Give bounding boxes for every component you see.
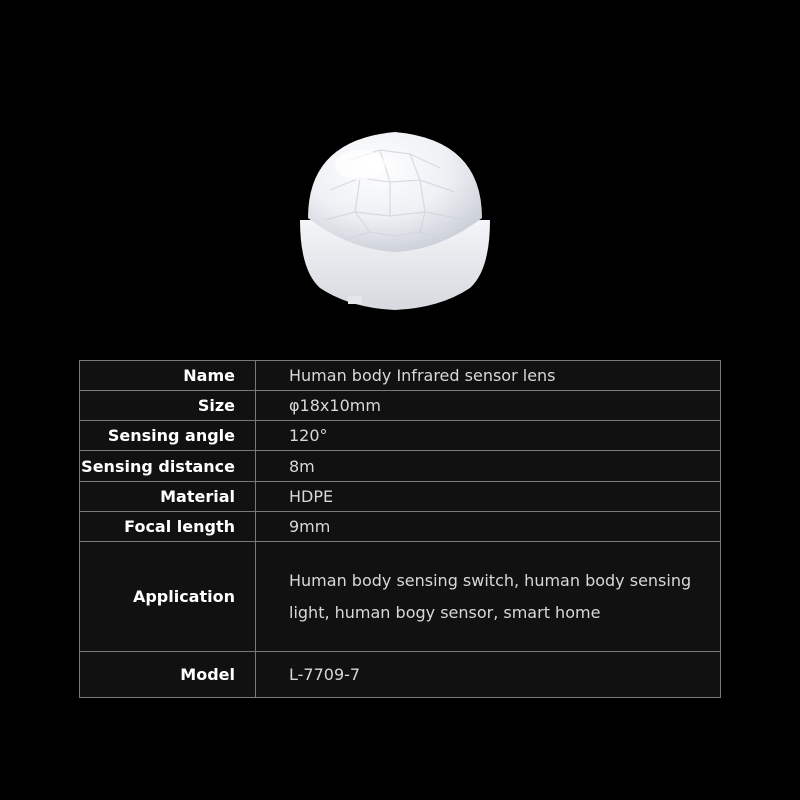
row-label-application: Application	[80, 542, 256, 652]
table-row	[80, 361, 721, 391]
lens-icon	[290, 120, 500, 320]
row-value-name: Human body Infrared sensor lens	[256, 361, 721, 391]
row-label-name: Name	[80, 361, 256, 391]
row-value-sensing-angle: 120°	[256, 421, 721, 451]
table-row	[80, 391, 721, 421]
row-value-focal-length: 9mm	[256, 512, 721, 542]
table-row	[80, 482, 721, 512]
row-value-material: HDPE	[256, 482, 721, 512]
row-value-sensing-distance: 8m	[256, 451, 721, 482]
row-value-size: φ18x10mm	[256, 391, 721, 421]
row-value-model: L-7709-7	[256, 652, 721, 698]
table-row	[80, 652, 721, 698]
row-label-sensing-distance: Sensing distance	[80, 451, 256, 482]
spec-table	[79, 360, 721, 698]
row-label-material: Material	[80, 482, 256, 512]
row-label-focal-length: Focal length	[80, 512, 256, 542]
table-row	[80, 512, 721, 542]
product-photo	[290, 120, 500, 320]
table-row	[80, 421, 721, 451]
table-row	[80, 542, 721, 652]
row-label-size: Size	[80, 391, 256, 421]
row-label-model: Model	[80, 652, 256, 698]
table-row	[80, 451, 721, 482]
row-label-sensing-angle: Sensing angle	[80, 421, 256, 451]
row-value-application: Human body sensing switch, human body sensing light, human bogy sensor, smart home	[256, 542, 721, 652]
